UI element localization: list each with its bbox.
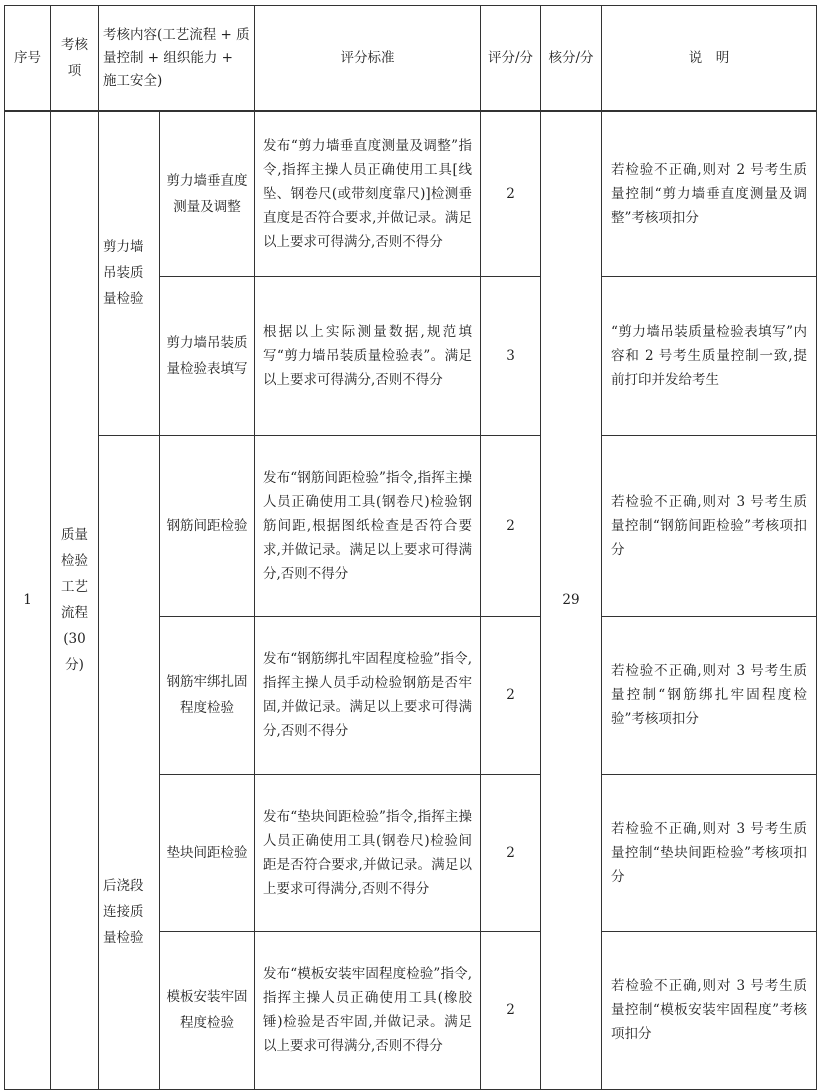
header-criteria: 评分标准 [255,6,481,112]
group-name-cell: 后浇段连接质量检验 [99,435,160,1089]
item-name-cell: 剪力墙吊装质量检验表填写 [160,276,255,435]
item-name-cell: 垫块间距检验 [160,774,255,931]
assessment-item-cell: 质量检验工艺流程(30分) [51,111,99,1089]
note-cell: 若检验不正确,则对 3 号考生质量控制“钢筋绑扎牢固程度检验”考核项扣分 [602,616,817,774]
criteria-cell: 发布“模板安装牢固程度检验”指令,指挥主操人员正确使用工具(橡胶锤)检验是否牢固,并做记录。满足以上要求可得满分,否则不得分 [255,931,481,1089]
assessment-table [4,5,817,1090]
criteria-cell: 发布“钢筋间距检验”指令,指挥主操人员正确使用工具(钢卷尺)检验钢筋间距,根据图纸检查是否符合要求,并做记录。满足以上要求可得满分,否则不得分 [255,435,481,616]
item-name-cell: 模板安装牢固程度检验 [160,931,255,1089]
criteria-cell: 发布“钢筋绑扎牢固程度检验”指令,指挥主操人员手动检验钢筋是否牢固,并做记录。满足以上要求可得满分,否则不得分 [255,616,481,774]
score-cell: 2 [481,931,541,1089]
item-name-cell: 钢筋间距检验 [160,435,255,616]
header-seq: 序号 [5,6,51,112]
score-cell: 2 [481,111,541,276]
header-total: 核分/分 [541,6,602,112]
score-cell: 2 [481,435,541,616]
header-note: 说 明 [602,6,817,112]
total-score-cell: 29 [541,111,602,1089]
header-content: 考核内容(工艺流程 + 质量控制 + 组织能力 + 施工安全) [99,6,255,112]
note-cell: 若检验不正确,则对 2 号考生质量控制“剪力墙垂直度测量及调整”考核项扣分 [602,111,817,276]
table-row [5,435,817,616]
criteria-cell: 发布“剪力墙垂直度测量及调整”指令,指挥主操人员正确使用工具[线坠、钢卷尺(或带刻度靠尺)]检测垂直度是否符合要求,并做记录。满足以上要求可得满分,否则不得分 [255,111,481,276]
header-item: 考核项 [51,6,99,112]
note-cell: 若检验不正确,则对 3 号考生质量控制“模板安装牢固程度”考核项扣分 [602,931,817,1089]
criteria-cell: 发布“垫块间距检验”指令,指挥主操人员正确使用工具(钢卷尺)检验间距是否符合要求,并做记录。满足以上要求可得满分,否则不得分 [255,774,481,931]
table-row [5,111,817,276]
seq-cell: 1 [5,111,51,1089]
group-name-cell: 剪力墙吊装质量检验 [99,111,160,435]
score-cell: 2 [481,774,541,931]
score-cell: 2 [481,616,541,774]
score-cell: 3 [481,276,541,435]
note-cell: 若检验不正确,则对 3 号考生质量控制“垫块间距检验”考核项扣分 [602,774,817,931]
criteria-cell: 根据以上实际测量数据,规范填写“剪力墙吊装质量检验表”。满足以上要求可得满分,否则不得分 [255,276,481,435]
item-name-cell: 钢筋牢绑扎固程度检验 [160,616,255,774]
table-header-row [5,6,817,112]
note-cell: 若检验不正确,则对 3 号考生质量控制“钢筋间距检验”考核项扣分 [602,435,817,616]
item-name-cell: 剪力墙垂直度测量及调整 [160,111,255,276]
header-score: 评分/分 [481,6,541,112]
note-cell: “剪力墙吊装质量检验表填写”内容和 2 号考生质量控制一致,提前打印并发给考生 [602,276,817,435]
